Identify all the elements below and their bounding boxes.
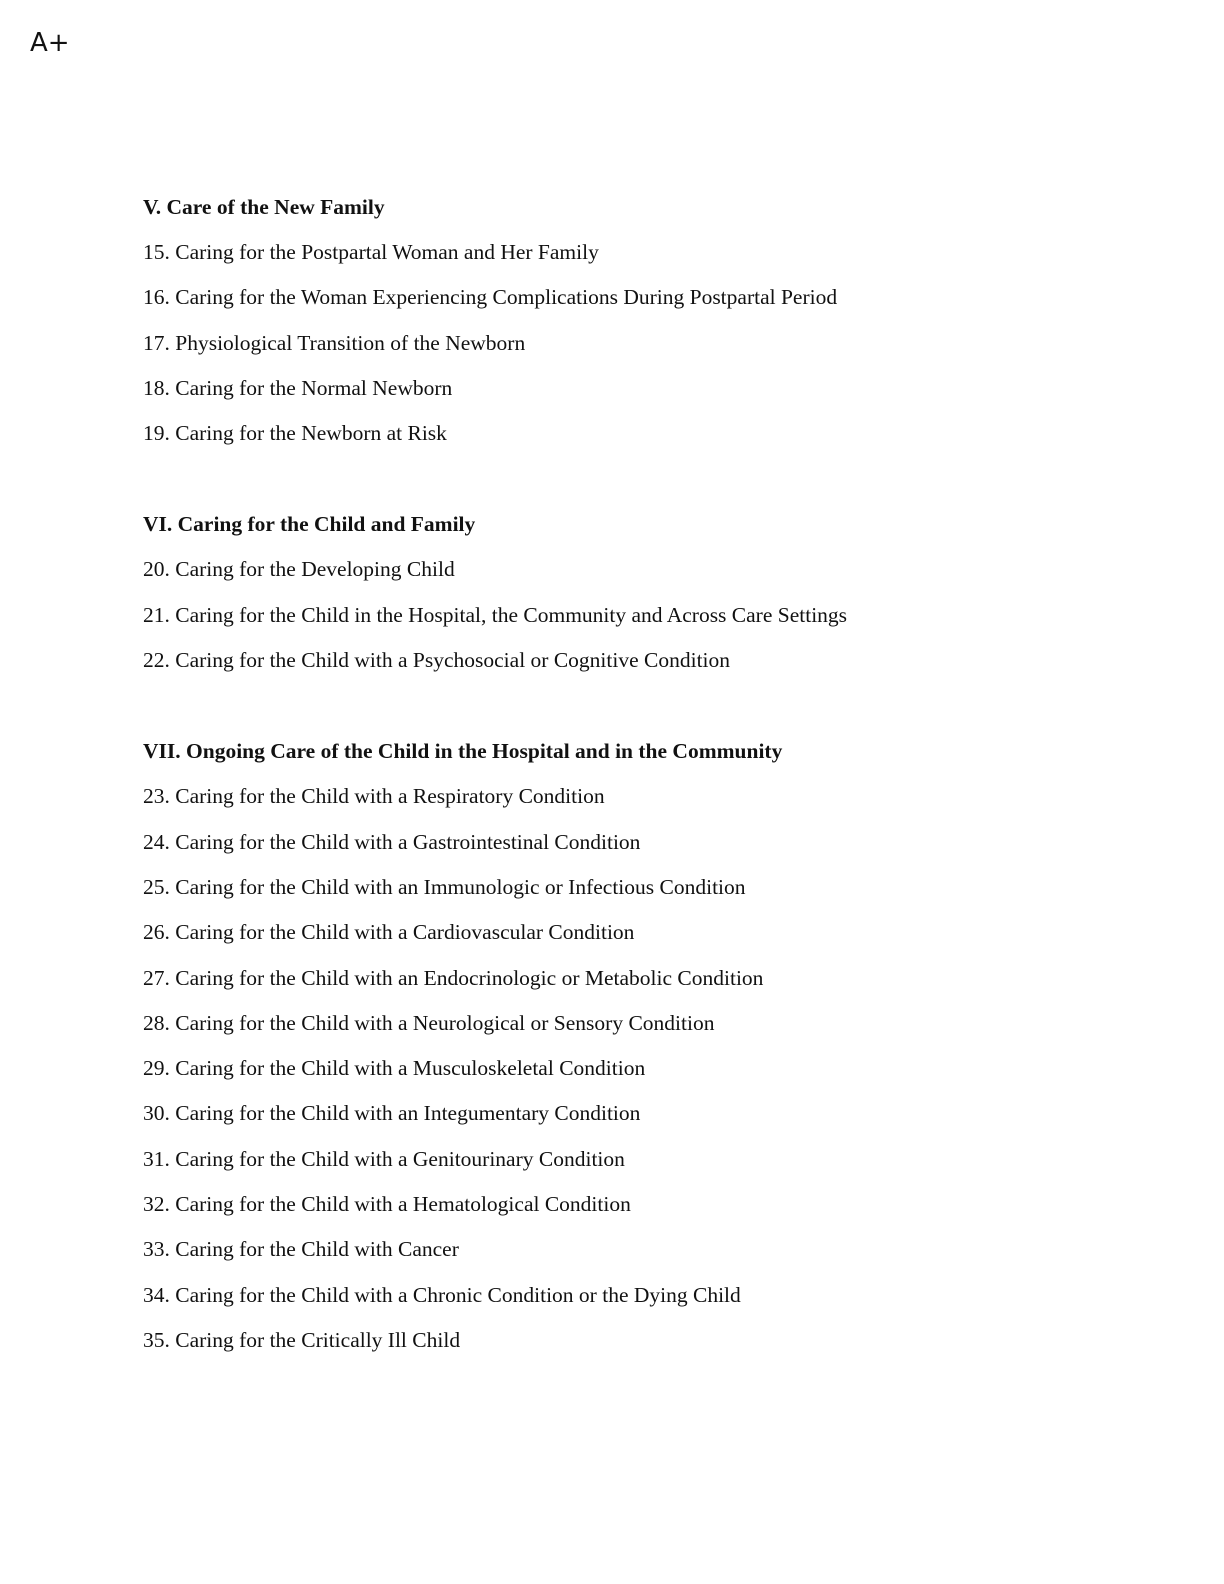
chapter-item: 22. Caring for the Child with a Psychosocial or Cognitive Condition — [143, 648, 731, 673]
section-vii — [143, 729, 1143, 1363]
chapter-item: 16. Caring for the Woman Experiencing Complications During Postpartal Period — [143, 285, 838, 310]
section-vi — [143, 502, 1143, 683]
chapter-item: 31. Caring for the Child with a Genitourinary Condition — [143, 1146, 625, 1171]
section-heading: VI. Caring for the Child and Family — [143, 512, 476, 537]
chapter-item: 34. Caring for the Child with a Chronic Condition or the Dying Child — [143, 1282, 741, 1307]
table-of-contents — [143, 185, 1143, 1409]
chapter-item: 26. Caring for the Child with a Cardiovascular Condition — [143, 920, 635, 945]
chapter-item: 21. Caring for the Child in the Hospital, the Community and Across Care Settings — [143, 602, 848, 627]
section-heading: VII. Ongoing Care of the Child in the Hospital and in the Community — [143, 739, 783, 764]
chapter-item: 25. Caring for the Child with an Immunologic or Infectious Condition — [143, 874, 746, 899]
chapter-item: 33. Caring for the Child with Cancer — [143, 1237, 459, 1262]
chapter-item: 29. Caring for the Child with a Musculoskeletal Condition — [143, 1056, 646, 1081]
chapter-item: 20. Caring for the Developing Child — [143, 557, 455, 582]
chapter-item: 15. Caring for the Postpartal Woman and Her Family — [143, 240, 599, 264]
section-heading: V. Care of the New Family — [143, 195, 385, 219]
chapter-item: 18. Caring for the Normal Newborn — [143, 375, 453, 400]
chapter-item: 35. Caring for the Critically Ill Child — [143, 1327, 461, 1352]
grade-mark: A+ — [30, 28, 70, 58]
chapter-item: 30. Caring for the Child with an Integumentary Condition — [143, 1101, 641, 1126]
section-v — [143, 185, 1143, 456]
chapter-item: 28. Caring for the Child with a Neurological or Sensory Condition — [143, 1010, 715, 1035]
chapter-item: 32. Caring for the Child with a Hematological Condition — [143, 1192, 631, 1217]
chapter-item: 17. Physiological Transition of the Newborn — [143, 330, 526, 355]
chapter-item: 19. Caring for the Newborn at Risk — [143, 421, 447, 446]
chapter-item: 27. Caring for the Child with an Endocrinologic or Metabolic Condition — [143, 965, 764, 990]
chapter-item: 24. Caring for the Child with a Gastrointestinal Condition — [143, 829, 641, 854]
chapter-item: 23. Caring for the Child with a Respiratory Condition — [143, 784, 605, 809]
